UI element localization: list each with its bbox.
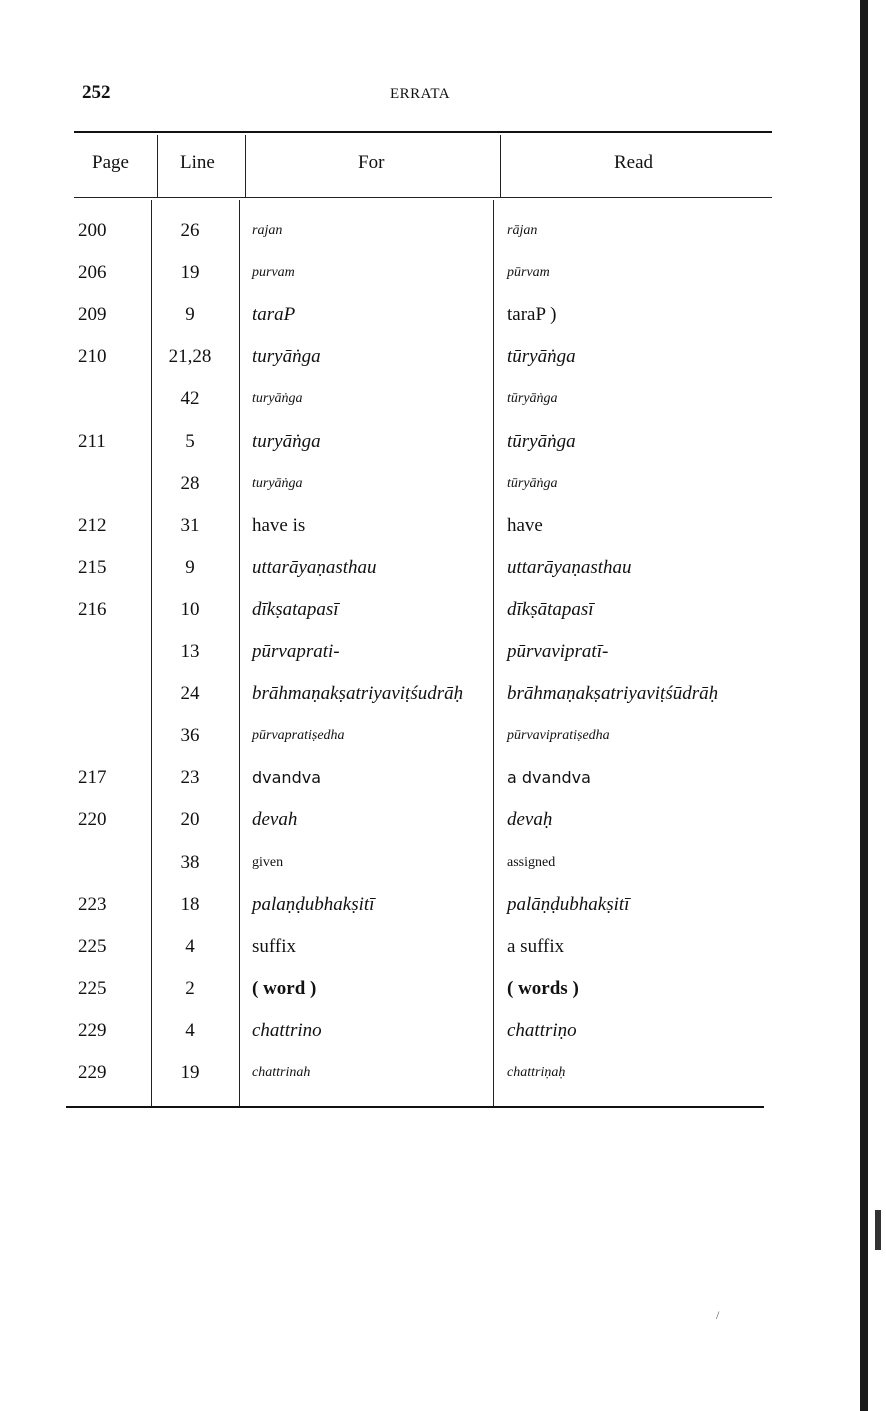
row-for: ( word ) bbox=[252, 978, 317, 999]
row-for: devah bbox=[252, 809, 298, 830]
row-line: 26 bbox=[180, 220, 200, 241]
row-read: devaḥ bbox=[507, 809, 553, 830]
row-line: 4 bbox=[185, 1020, 195, 1041]
row-read: chattriṇo bbox=[507, 1020, 577, 1041]
row-page: 200 bbox=[78, 220, 107, 241]
row-line: 2 bbox=[185, 978, 195, 999]
row-for: given bbox=[252, 855, 284, 870]
row-for: chattrino bbox=[252, 1020, 322, 1041]
row-line: 9 bbox=[185, 557, 195, 578]
row-page: 215 bbox=[78, 557, 107, 578]
row-read: dīkṣātapasī bbox=[507, 599, 594, 620]
table-top-rule bbox=[74, 131, 772, 133]
row-read: palāṇḍubhakṣitī bbox=[507, 894, 630, 915]
row-line: 4 bbox=[185, 936, 195, 957]
running-head: ERRATA bbox=[390, 86, 451, 102]
row-read: assigned bbox=[507, 855, 556, 870]
row-line: 9 bbox=[185, 304, 195, 325]
column-divider bbox=[157, 135, 158, 197]
row-line: 21,28 bbox=[168, 346, 212, 367]
row-read: tūryāṅga bbox=[507, 391, 558, 406]
row-for: rajan bbox=[252, 223, 283, 238]
row-for: uttarāyaṇasthau bbox=[252, 557, 377, 578]
column-divider bbox=[493, 200, 494, 1106]
row-for: turyāṅga bbox=[252, 346, 321, 367]
row-page: 206 bbox=[78, 262, 107, 283]
row-for: turyāṅga bbox=[252, 476, 303, 491]
row-for: taraP bbox=[252, 304, 296, 325]
row-line: 18 bbox=[180, 894, 200, 915]
row-read: rājan bbox=[507, 223, 538, 238]
row-for: turyāṅga bbox=[252, 391, 303, 406]
row-read: pūrvavipratī- bbox=[507, 641, 609, 662]
row-page: 229 bbox=[78, 1062, 107, 1083]
row-read: tūryāṅga bbox=[507, 346, 576, 367]
row-for: dvandva bbox=[252, 768, 321, 787]
scan-edge-mark bbox=[875, 1210, 881, 1250]
row-page: 225 bbox=[78, 936, 107, 957]
header-read: Read bbox=[614, 152, 654, 173]
row-page: 209 bbox=[78, 304, 107, 325]
column-divider bbox=[500, 135, 501, 197]
row-read: uttarāyaṇasthau bbox=[507, 557, 632, 578]
row-read: a suffix bbox=[507, 936, 565, 957]
column-divider bbox=[239, 200, 240, 1106]
row-read: have bbox=[507, 515, 543, 536]
row-for: have is bbox=[252, 515, 306, 536]
row-read: chattriṇaḥ bbox=[507, 1065, 566, 1080]
row-line: 38 bbox=[180, 852, 200, 873]
row-line: 13 bbox=[180, 641, 200, 662]
row-for: pūrvaprati- bbox=[252, 641, 340, 662]
row-line: 19 bbox=[180, 262, 200, 283]
row-line: 42 bbox=[180, 388, 200, 409]
column-divider bbox=[245, 135, 246, 197]
row-read: tūryāṅga bbox=[507, 476, 558, 491]
row-page: 225 bbox=[78, 978, 107, 999]
row-page: 210 bbox=[78, 346, 107, 367]
row-for: turyāṅga bbox=[252, 431, 321, 452]
row-read: ( words ) bbox=[507, 978, 579, 999]
row-line: 28 bbox=[180, 473, 200, 494]
row-for: palaṇḍubhakṣitī bbox=[252, 894, 375, 915]
row-line: 5 bbox=[185, 431, 195, 452]
header-page: Page bbox=[92, 152, 129, 173]
header-for: For bbox=[358, 152, 385, 173]
header-line: Line bbox=[180, 152, 215, 173]
row-line: 24 bbox=[180, 683, 200, 704]
row-page: 217 bbox=[78, 767, 107, 788]
scan-edge-shadow bbox=[860, 0, 868, 1411]
row-line: 20 bbox=[180, 809, 200, 830]
row-line: 36 bbox=[180, 725, 200, 746]
row-read: taraP ) bbox=[507, 304, 557, 325]
row-page: 223 bbox=[78, 894, 107, 915]
row-line: 10 bbox=[180, 599, 200, 620]
row-read: brāhmaṇakṣatriyaviṭśūdrāḥ bbox=[507, 683, 719, 704]
row-page: 220 bbox=[78, 809, 107, 830]
row-read: tūryāṅga bbox=[507, 431, 576, 452]
row-for: chattrinah bbox=[252, 1065, 311, 1080]
row-read: pūrvavipratiṣedha bbox=[507, 728, 610, 743]
row-for: dīkṣatapasī bbox=[252, 599, 339, 620]
row-page: 211 bbox=[78, 431, 106, 452]
row-for: pūrvapratiṣedha bbox=[252, 728, 345, 743]
page-number: 252 bbox=[82, 82, 111, 103]
row-page: 229 bbox=[78, 1020, 107, 1041]
row-line: 23 bbox=[180, 767, 200, 788]
table-bottom-rule bbox=[66, 1106, 764, 1108]
row-page: 212 bbox=[78, 515, 107, 536]
row-read: pūrvam bbox=[507, 265, 550, 280]
table-header-rule bbox=[74, 197, 772, 198]
row-for: purvam bbox=[252, 265, 295, 280]
row-for: suffix bbox=[252, 936, 296, 957]
row-for: brāhmaṇakṣatriyaviṭśudrāḥ bbox=[252, 683, 464, 704]
row-read: a dvandva bbox=[507, 768, 591, 787]
column-divider bbox=[151, 200, 152, 1106]
row-page: 216 bbox=[78, 599, 107, 620]
stray-mark: / bbox=[716, 1308, 720, 1322]
row-line: 31 bbox=[180, 515, 200, 536]
row-line: 19 bbox=[180, 1062, 200, 1083]
